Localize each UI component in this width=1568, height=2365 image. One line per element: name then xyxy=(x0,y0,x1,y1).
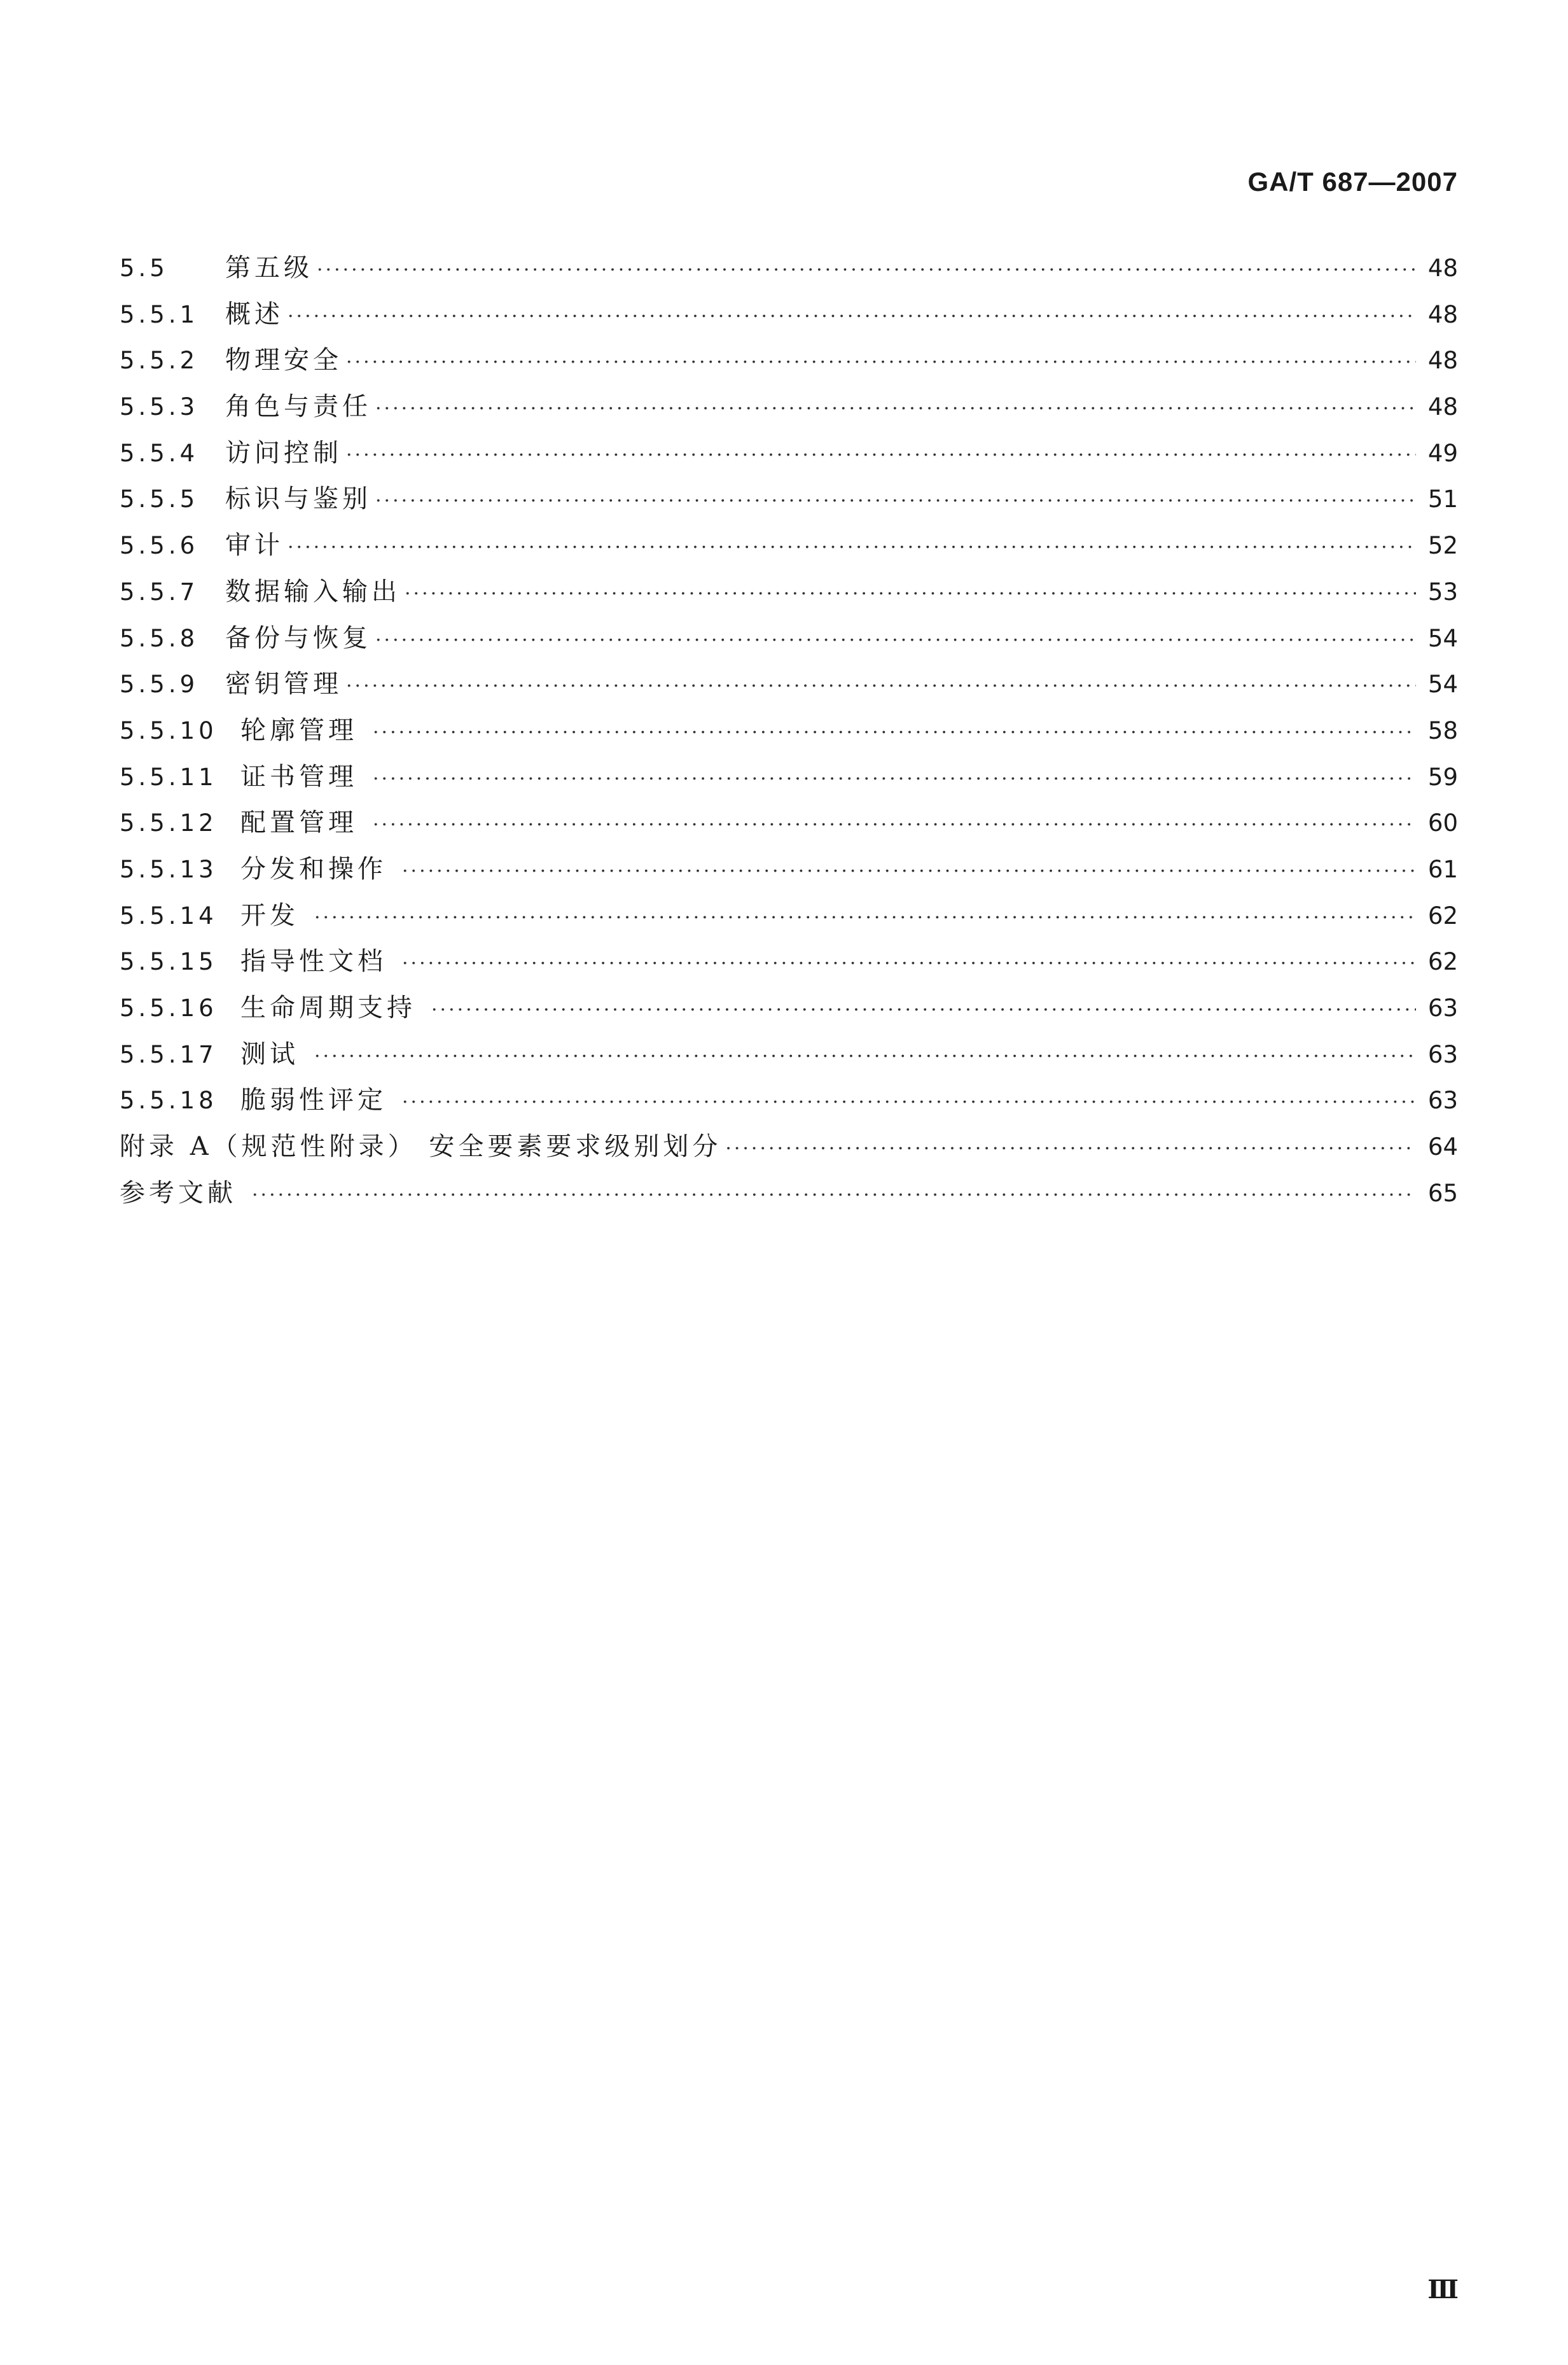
toc-entry-page: 48 xyxy=(1427,347,1458,375)
toc-dot-leader xyxy=(346,664,1416,710)
toc-entry-number: 5.5 xyxy=(120,255,169,282)
toc-dot-leader xyxy=(288,525,1416,571)
toc-entry-title: 密钥管理 xyxy=(225,669,342,699)
toc-entry-title: 参考文献 xyxy=(120,1178,237,1208)
toc-entry-title: 标识与鉴别 xyxy=(225,484,371,514)
toc-entry-page: 63 xyxy=(1427,1087,1458,1115)
toc-entry[interactable] xyxy=(120,476,1458,522)
toc-entry-page: 49 xyxy=(1427,439,1458,467)
toc-entry-number: 5.5.12 xyxy=(120,809,218,837)
toc-dot-leader xyxy=(375,618,1416,664)
toc-entry[interactable] xyxy=(120,384,1458,430)
toc-entry-number: 5.5.16 xyxy=(120,994,218,1022)
toc-entry-number: 5.5.2 xyxy=(120,347,199,375)
toc-entry[interactable] xyxy=(120,615,1458,662)
table-of-contents xyxy=(120,245,1458,1216)
toc-entry-title: 轮廓管理 xyxy=(240,715,357,745)
toc-entry-page: 65 xyxy=(1427,1179,1458,1207)
toc-entry-number: 5.5.13 xyxy=(120,855,218,883)
toc-entry[interactable] xyxy=(120,430,1458,477)
toc-entry[interactable] xyxy=(120,337,1458,384)
toc-dot-leader xyxy=(314,895,1416,942)
toc-entry-title: 访问控制 xyxy=(225,438,342,468)
toc-entry[interactable] xyxy=(120,938,1458,985)
toc-entry[interactable] xyxy=(120,245,1458,291)
toc-entry-title: 数据输入输出 xyxy=(225,576,401,606)
toc-dot-leader xyxy=(373,757,1416,803)
toc-entry-title: 物理安全 xyxy=(225,345,342,375)
toc-dot-leader xyxy=(375,386,1416,433)
toc-entry-number: 5.5.14 xyxy=(120,902,218,930)
toc-entry[interactable] xyxy=(120,1031,1458,1078)
toc-entry-number: 5.5.15 xyxy=(120,948,218,976)
toc-dot-leader xyxy=(373,710,1416,757)
toc-dot-leader xyxy=(431,987,1416,1034)
toc-entry-number: 5.5.4 xyxy=(120,439,199,467)
toc-entry-title: 备份与恢复 xyxy=(225,623,371,653)
toc-entry[interactable] xyxy=(120,893,1458,939)
toc-entry-page: 60 xyxy=(1427,809,1458,837)
toc-entry-title: 审计 xyxy=(225,531,284,561)
toc-entry-number: 5.5.18 xyxy=(120,1087,218,1115)
toc-entry-title: 生命周期支持 xyxy=(240,993,416,1022)
toc-entry-number: 5.5.3 xyxy=(120,393,199,421)
toc-entry[interactable] xyxy=(120,661,1458,708)
toc-entry-page: 53 xyxy=(1427,578,1458,606)
toc-entry-title: 附录 A（规范性附录） 安全要素要求级别划分 xyxy=(120,1132,722,1162)
toc-dot-leader xyxy=(373,802,1416,849)
toc-entry-number: 5.5.9 xyxy=(120,671,199,699)
toc-dot-leader xyxy=(402,941,1416,987)
toc-entry-page: 61 xyxy=(1427,855,1458,883)
toc-entry-page: 59 xyxy=(1427,763,1458,791)
toc-entry-title: 配置管理 xyxy=(240,808,357,838)
toc-entry-page: 63 xyxy=(1427,994,1458,1022)
toc-entry[interactable] xyxy=(120,708,1458,754)
toc-entry-page: 48 xyxy=(1427,255,1458,282)
toc-entry-page: 54 xyxy=(1427,671,1458,699)
toc-entry-page: 52 xyxy=(1427,532,1458,560)
toc-entry-page: 48 xyxy=(1427,300,1458,328)
toc-entry-title: 第五级 xyxy=(225,253,313,283)
toc-entry[interactable] xyxy=(120,985,1458,1031)
page-number: Ⅲ xyxy=(1427,2275,1459,2305)
toc-dot-leader xyxy=(288,294,1416,340)
toc-entry-appendix-a[interactable] xyxy=(120,1124,1458,1170)
toc-entry[interactable] xyxy=(120,522,1458,569)
toc-entry-page: 48 xyxy=(1427,393,1458,421)
toc-entry-title: 概述 xyxy=(225,299,284,329)
toc-entry-number: 5.5.17 xyxy=(120,1040,218,1068)
toc-entry-number: 5.5.7 xyxy=(120,578,199,606)
toc-entry-number: 5.5.8 xyxy=(120,624,199,652)
toc-entry-number: 5.5.10 xyxy=(120,716,218,744)
toc-dot-leader xyxy=(375,478,1416,525)
toc-entry-title: 开发 xyxy=(240,900,299,930)
toc-entry-title: 指导性文档 xyxy=(240,947,387,977)
document-code: GA/T 687—2007 xyxy=(1247,167,1458,197)
toc-entry[interactable] xyxy=(120,754,1458,800)
toc-entry-title: 脆弱性评定 xyxy=(240,1085,387,1115)
toc-entry-page: 64 xyxy=(1427,1133,1458,1161)
toc-entry-title: 测试 xyxy=(240,1039,299,1069)
toc-entry-title: 分发和操作 xyxy=(240,854,387,884)
toc-dot-leader xyxy=(402,849,1416,895)
toc-entry-page: 58 xyxy=(1427,716,1458,744)
toc-dot-leader xyxy=(402,1080,1416,1126)
toc-entry[interactable] xyxy=(120,569,1458,615)
toc-entry-page: 62 xyxy=(1427,948,1458,976)
toc-entry[interactable] xyxy=(120,800,1458,846)
toc-entry-page: 63 xyxy=(1427,1040,1458,1068)
toc-entry-references[interactable] xyxy=(120,1170,1458,1217)
toc-dot-leader xyxy=(317,248,1416,294)
toc-dot-leader xyxy=(314,1034,1416,1080)
toc-entry-number: 5.5.1 xyxy=(120,300,199,328)
toc-entry-title: 证书管理 xyxy=(240,762,357,792)
toc-dot-leader xyxy=(346,433,1416,479)
toc-entry-title: 角色与责任 xyxy=(225,392,371,422)
toc-entry-page: 54 xyxy=(1427,624,1458,652)
toc-entry-number: 5.5.11 xyxy=(120,763,218,791)
toc-entry[interactable] xyxy=(120,1077,1458,1124)
toc-entry[interactable] xyxy=(120,846,1458,893)
toc-entry-number: 5.5.5 xyxy=(120,485,199,513)
toc-dot-leader xyxy=(405,571,1416,618)
toc-entry-page: 62 xyxy=(1427,902,1458,930)
toc-dot-leader xyxy=(252,1173,1416,1219)
toc-dot-leader xyxy=(725,1126,1416,1173)
toc-entry[interactable] xyxy=(120,291,1458,338)
toc-dot-leader xyxy=(346,340,1416,386)
toc-entry-number: 5.5.6 xyxy=(120,532,199,560)
toc-entry-page: 51 xyxy=(1427,485,1458,513)
